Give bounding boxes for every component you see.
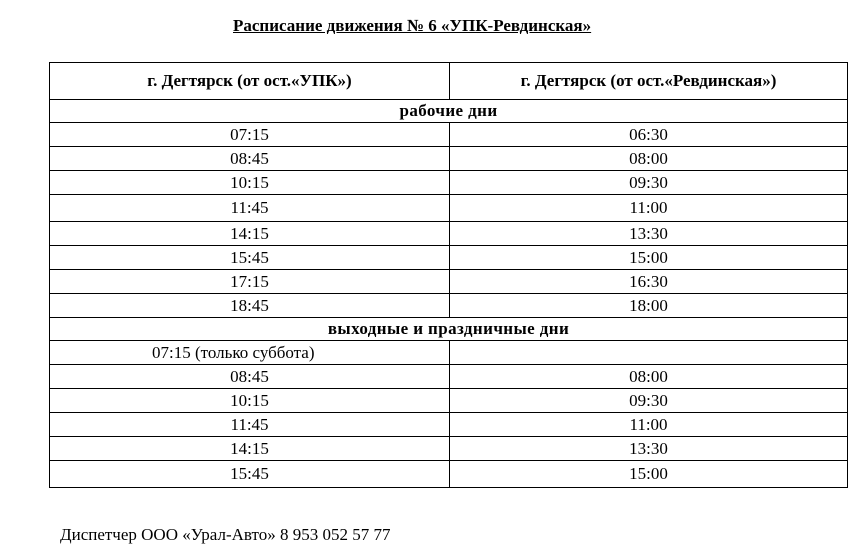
departure-revdinskaya: 08:00 [450, 147, 848, 171]
departure-revdinskaya: 15:00 [450, 246, 848, 270]
departure-revdinskaya: 13:30 [450, 222, 848, 246]
departure-upk: 08:45 [50, 147, 450, 171]
table-header-row [50, 63, 848, 100]
table-row [50, 246, 848, 270]
table-row [50, 171, 848, 195]
departure-upk: 11:45 [50, 413, 450, 437]
column-header-revdinskaya: г. Дегтярск (от ост.«Ревдинская») [450, 63, 848, 100]
table-row [50, 389, 848, 413]
departure-revdinskaya: 13:30 [450, 437, 848, 461]
table-row [50, 123, 848, 147]
departure-revdinskaya: 09:30 [450, 389, 848, 413]
section-row-weekdays [50, 100, 848, 123]
departure-upk: 10:15 [50, 389, 450, 413]
table-row [50, 195, 848, 222]
departure-revdinskaya: 11:00 [450, 195, 848, 222]
page-title: Расписание движения № 6 «УПК-Ревдинская» [233, 16, 592, 35]
departure-revdinskaya: 11:00 [450, 413, 848, 437]
table-row [50, 413, 848, 437]
departure-revdinskaya-empty [450, 341, 848, 365]
table-row-saturday-only [50, 341, 848, 365]
departure-upk: 18:45 [50, 294, 450, 318]
table-row [50, 461, 848, 488]
section-label-weekends: выходные и праздничные дни [50, 318, 848, 341]
departure-upk: 11:45 [50, 195, 450, 222]
section-label-weekdays: рабочие дни [50, 100, 848, 123]
departure-upk: 14:15 [50, 222, 450, 246]
departure-revdinskaya: 16:30 [450, 270, 848, 294]
departure-upk: 08:45 [50, 365, 450, 389]
departure-upk: 15:45 [50, 461, 450, 488]
schedule-table [49, 62, 848, 488]
departure-upk: 17:15 [50, 270, 450, 294]
departure-revdinskaya: 08:00 [450, 365, 848, 389]
table-row [50, 222, 848, 246]
table-row [50, 147, 848, 171]
column-header-upk: г. Дегтярск (от ост.«УПК») [50, 63, 450, 100]
departure-upk: 14:15 [50, 437, 450, 461]
departure-upk: 10:15 [50, 171, 450, 195]
departure-revdinskaya: 09:30 [450, 171, 848, 195]
departure-upk: 07:15 [50, 123, 450, 147]
departure-revdinskaya: 15:00 [450, 461, 848, 488]
table-row [50, 365, 848, 389]
departure-upk: 15:45 [50, 246, 450, 270]
dispatcher-contact: Диспетчер ООО «Урал-Авто» 8 953 052 57 77 [60, 525, 391, 544]
departure-revdinskaya: 06:30 [450, 123, 848, 147]
table-row [50, 437, 848, 461]
departure-revdinskaya: 18:00 [450, 294, 848, 318]
table-row [50, 294, 848, 318]
section-row-weekends [50, 318, 848, 341]
departure-upk-saturday: 07:15 (только суббота) [50, 341, 450, 365]
table-row [50, 270, 848, 294]
